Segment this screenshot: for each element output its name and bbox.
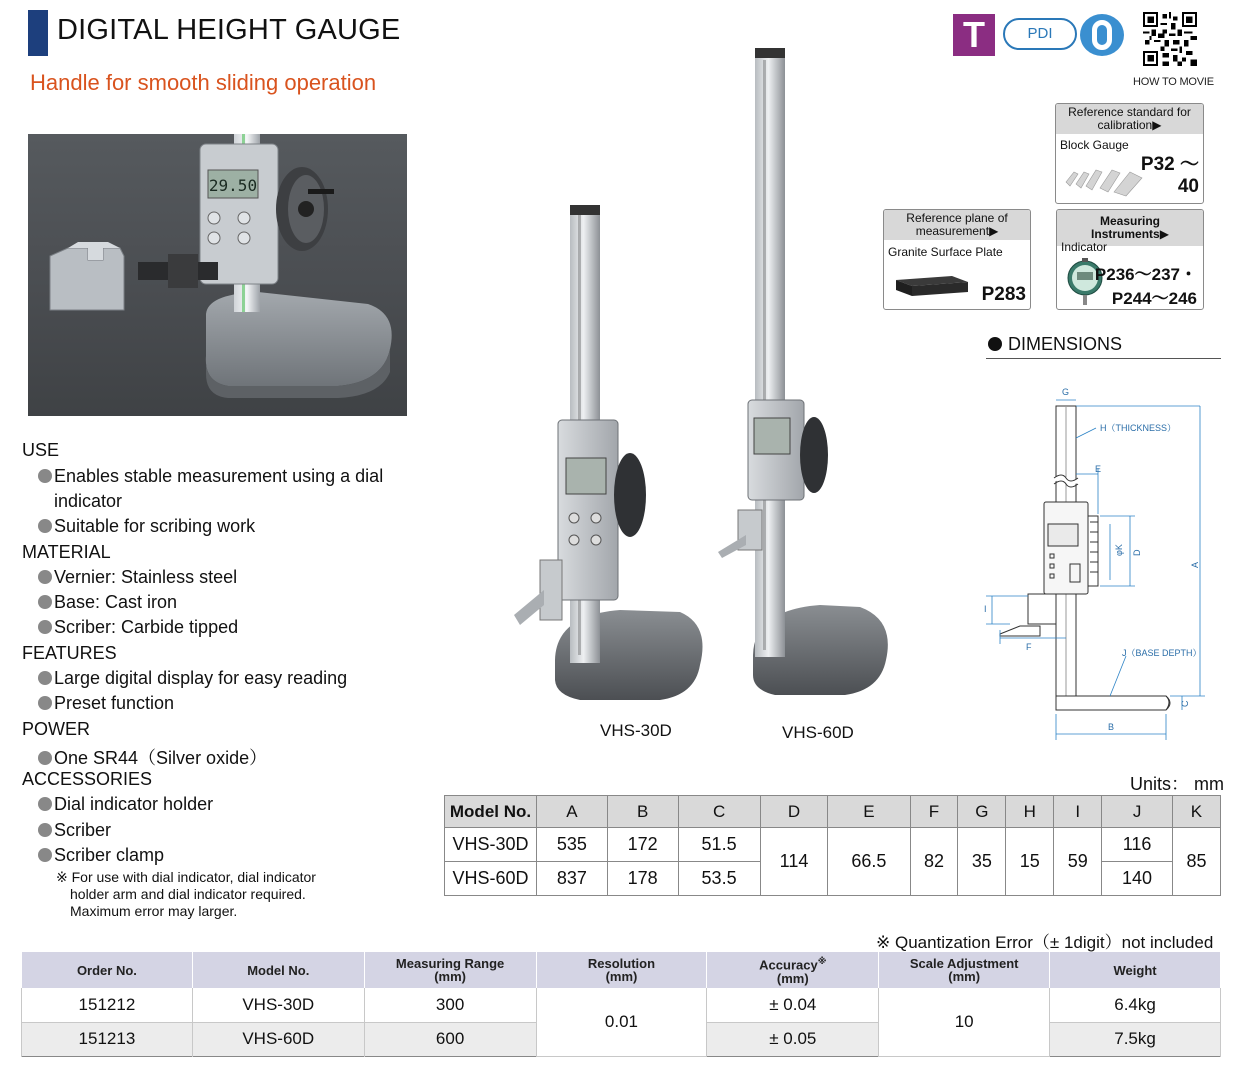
dim-label-g: G (1062, 387, 1070, 397)
product-photo (28, 134, 407, 416)
order-cell-order: 151213 (22, 1022, 193, 1056)
accessory-note-2: holder arm and dial indicator required. (70, 886, 306, 902)
spec-cell-model: VHS-30D (445, 828, 537, 862)
dim-label-phi-k: φK (1114, 544, 1124, 556)
bullet-dot (38, 751, 52, 765)
features-item-2: Preset function (38, 693, 174, 714)
spec-header-f: F (910, 796, 958, 828)
units-label: Units： mm (1130, 774, 1224, 794)
spec-header-model: Model No. (445, 796, 537, 828)
bullet-dot (38, 595, 52, 609)
use-item-1: Enables stable measurement using a dial (38, 466, 383, 487)
accessory-note-1: ※ For use with dial indicator, dial indicator (56, 869, 316, 885)
power-item-1: One SR44（Silver oxide） (38, 744, 267, 770)
product-illustration (500, 40, 900, 720)
block-gauge-icon (1064, 162, 1144, 198)
t-badge-icon: T (953, 14, 995, 56)
order-header-order: Order No. (22, 952, 193, 988)
order-cell-resolution: 0.01 (536, 988, 707, 1056)
order-cell-order: 151212 (22, 988, 193, 1022)
order-cell-range: 600 (364, 1022, 536, 1056)
bullet-dot (38, 797, 52, 811)
spec-cell-a: 837 (537, 862, 608, 896)
order-cell-model: VHS-60D (192, 1022, 364, 1056)
order-cell-range: 300 (364, 988, 536, 1022)
bullet-dot (38, 696, 52, 710)
pdi-badge-icon: PDI (1003, 18, 1077, 50)
spec-header-d: D (760, 796, 828, 828)
spec-cell-f: 82 (910, 828, 958, 896)
table-row (445, 828, 1221, 862)
ref-calibration-head: Reference standard for calibration▶ (1056, 104, 1203, 134)
spec-cell-d: 114 (760, 828, 828, 896)
page-subtitle: Handle for smooth sliding operation (30, 70, 377, 95)
spec-header-j: J (1102, 796, 1173, 828)
order-cell-weight: 7.5kg (1050, 1022, 1221, 1056)
ref-calibration-box[interactable] (1055, 103, 1204, 204)
dim-label-a: A (1190, 561, 1200, 568)
ref-measurement-head: Reference plane of measurement▶ (884, 210, 1030, 240)
bullet-dot (38, 848, 52, 862)
use-title: USE (22, 440, 60, 460)
order-header-weight: Weight (1050, 952, 1221, 988)
order-header-scale: Scale Adjustment (mm) (879, 952, 1050, 988)
dimensions-title: DIMENSIONS (988, 334, 1122, 355)
granite-plate-icon (892, 270, 972, 300)
spec-cell-k: 85 (1172, 828, 1220, 896)
ref-instruments-page-1: P236～237・ (1094, 265, 1197, 284)
order-table (21, 952, 1221, 1057)
spec-header-c: C (678, 796, 760, 828)
spec-header-g: G (958, 796, 1006, 828)
title-accent-bar (28, 10, 48, 56)
features-title: FEATURES (22, 643, 117, 663)
dim-label-j: J（BASE DEPTH） (1122, 648, 1202, 658)
spec-cell-g: 35 (958, 828, 1006, 896)
ref-instruments-page-2: P244～246 (1111, 289, 1197, 308)
photo-display-reading: 29.50 (208, 176, 258, 195)
accessories-item-2: Scriber (38, 820, 111, 841)
accessories-item-1: Dial indicator holder (38, 794, 213, 815)
material-item-2: Base: Cast iron (38, 592, 177, 613)
spec-cell-h: 15 (1006, 828, 1054, 896)
dim-label-e: E (1095, 464, 1102, 474)
order-cell-accuracy: ± 0.04 (707, 988, 879, 1022)
power-title: POWER (22, 719, 91, 739)
spec-header-i: I (1054, 796, 1102, 828)
ref-calibration-item: Block Gauge (1060, 138, 1129, 152)
order-header-range: Measuring Range (mm) (364, 952, 536, 988)
spec-cell-j: 140 (1102, 862, 1173, 896)
spec-header-h: H (1006, 796, 1054, 828)
dim-label-d: D (1132, 549, 1142, 556)
bullet-dot (38, 671, 52, 685)
bullet-dot (38, 823, 52, 837)
spec-cell-a: 535 (537, 828, 608, 862)
order-header-row (22, 952, 1221, 988)
qr-code-icon[interactable] (1143, 12, 1197, 66)
dimensions-rule (986, 358, 1221, 359)
spec-header-b: B (607, 796, 678, 828)
material-item-1: Vernier: Stainless steel (38, 567, 237, 588)
order-cell-model: VHS-30D (192, 988, 364, 1022)
order-header-model: Model No. (192, 952, 364, 988)
spec-cell-c: 51.5 (678, 828, 760, 862)
vhs-60d-image (718, 48, 888, 695)
quantization-note: ※ Quantization Error（± 1digit）not included (876, 933, 1214, 952)
accessory-note-3: Maximum error may larger. (70, 903, 238, 919)
table-row (22, 988, 1221, 1022)
dim-label-b: B (1108, 722, 1115, 732)
vhs-30d-image (514, 205, 703, 700)
page-title: DIGITAL HEIGHT GAUGE (57, 14, 401, 46)
spec-header-a: A (537, 796, 608, 828)
accessories-title: ACCESSORIES (22, 769, 153, 789)
ref-measurement-page: P283 (981, 284, 1026, 305)
use-item-2: Suitable for scribing work (38, 516, 255, 537)
dimensions-bullet-icon (988, 337, 1002, 351)
spec-cell-j: 116 (1102, 828, 1173, 862)
material-title: MATERIAL (22, 542, 111, 562)
dimensions-diagram (970, 384, 1220, 754)
features-item-1: Large digital display for easy reading (38, 668, 347, 689)
order-header-resolution: Resolution (mm) (536, 952, 707, 988)
dim-label-f: F (1026, 642, 1032, 652)
dim-label-i: I (984, 604, 987, 614)
spec-table (444, 795, 1221, 896)
spec-header-e: E (828, 796, 910, 828)
spec-cell-e: 66.5 (828, 828, 910, 896)
spec-cell-c: 53.5 (678, 862, 760, 896)
spec-header-k: K (1172, 796, 1220, 828)
ref-measurement-item: Granite Surface Plate (888, 245, 1003, 259)
ref-measurement-box[interactable] (883, 209, 1031, 310)
spec-cell-b: 178 (607, 862, 678, 896)
order-cell-accuracy: ± 0.05 (707, 1022, 879, 1056)
bullet-dot (38, 519, 52, 533)
spec-header-row (445, 796, 1221, 828)
bullet-dot (38, 469, 52, 483)
order-header-accuracy: Accuracy※ (mm) (707, 952, 879, 988)
spec-cell-i: 59 (1054, 828, 1102, 896)
vhs-60d-label: VHS-60D (782, 723, 854, 742)
bullet-dot (38, 570, 52, 584)
dim-label-c: C (1180, 700, 1190, 707)
ref-calibration-page: P32 ～40 (1140, 154, 1199, 197)
how-to-movie-label: HOW TO MOVIE (1133, 76, 1214, 88)
bullet-dot (38, 620, 52, 634)
order-cell-weight: 6.4kg (1050, 988, 1221, 1022)
ref-instruments-item: Indicator (1061, 240, 1108, 254)
order-cell-scale: 10 (879, 988, 1050, 1056)
ref-instruments-box[interactable] (1056, 209, 1204, 310)
use-item-1-cont: indicator (54, 491, 123, 511)
vhs-30d-label: VHS-30D (600, 721, 672, 740)
zero-badge-glyph (1092, 20, 1112, 50)
spec-cell-b: 172 (607, 828, 678, 862)
material-item-3: Scriber: Carbide tipped (38, 617, 238, 638)
dim-label-h: H（THICKNESS） (1100, 423, 1177, 433)
spec-cell-model: VHS-60D (445, 862, 537, 896)
ref-instruments-head: Measuring Instruments▶ (1057, 210, 1203, 246)
accessories-item-3: Scriber clamp (38, 845, 164, 866)
